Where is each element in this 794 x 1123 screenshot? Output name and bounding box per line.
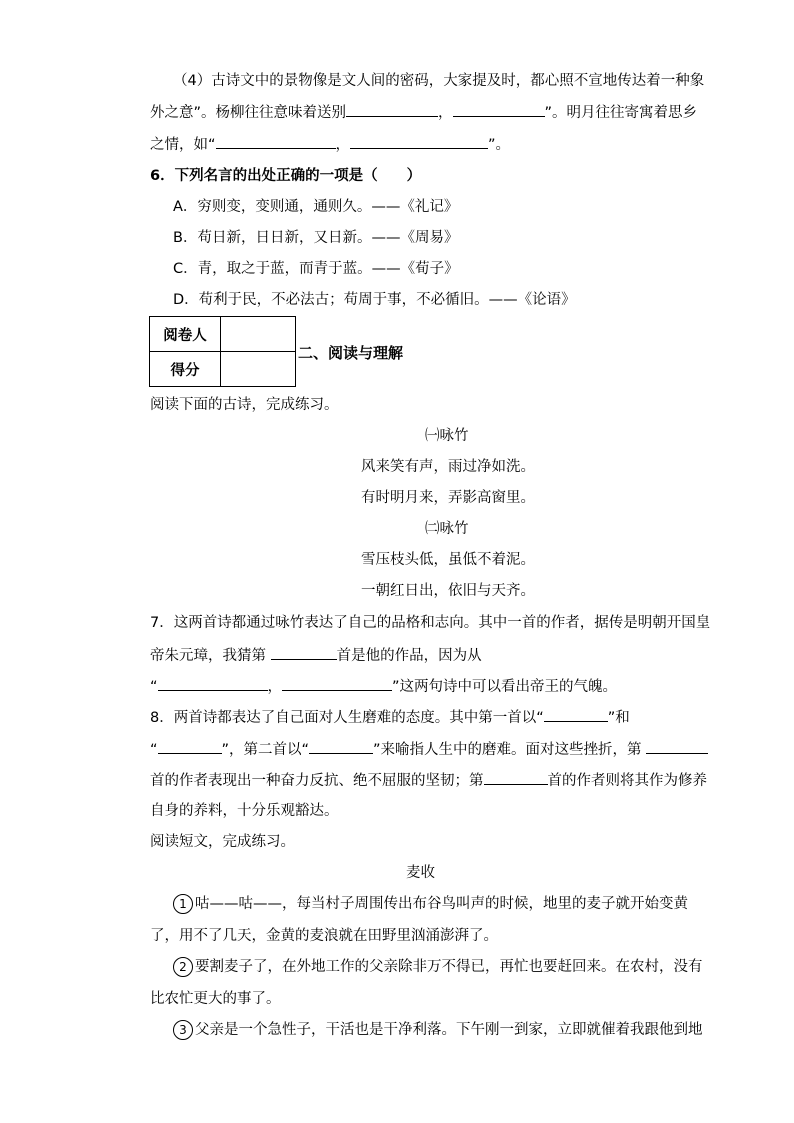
q8-text-2c: ”来喻指人生中的磨难。面对这些挫折，第 <box>373 742 647 758</box>
score-label: 得分 <box>150 352 221 387</box>
poem-2-line-2: 一朝红日出，依旧与天齐。 <box>361 583 535 599</box>
answer-blank[interactable] <box>646 739 708 754</box>
answer-blank[interactable] <box>271 645 337 660</box>
q8-line-1 <box>150 707 630 728</box>
q8-text-2b: ”，第二首以“ <box>221 742 310 758</box>
q4-text-2b: ， <box>438 105 453 121</box>
answer-blank[interactable] <box>309 739 373 754</box>
poem-1-line-1: 风来笑有声，雨过净如洗。 <box>361 459 535 475</box>
answer-blank[interactable] <box>158 676 268 691</box>
q4-line-2 <box>150 102 697 123</box>
poem-1-title: ㈠咏竹 <box>425 428 469 444</box>
paragraph-number: 3 <box>173 1020 193 1040</box>
score-table <box>149 316 296 387</box>
poem-intro: 阅读下面的古诗，完成练习。 <box>150 397 339 413</box>
essay-p3-text-1: 父亲是一个急性子，干活也是干净利落。下午刚一到家，立即就催着我跟他到地 <box>195 1022 703 1038</box>
paragraph-number: 2 <box>173 957 193 977</box>
q7-line-3 <box>150 676 617 697</box>
q8-line-3 <box>150 770 707 791</box>
q6-option-b: B．苟日新，日日新，又日新。——《周易》 <box>173 230 459 246</box>
essay-p3-line-1 <box>173 1020 703 1040</box>
section-title: 二、阅读与理解 <box>298 344 404 362</box>
score-field[interactable] <box>221 352 296 387</box>
answer-blank[interactable] <box>484 770 548 785</box>
q6-option-a: A．穷则变，变则通，通则久。——《礼记》 <box>173 199 459 215</box>
reviewer-label: 阅卷人 <box>150 317 221 352</box>
q8-line-2 <box>150 739 708 760</box>
answer-blank[interactable] <box>346 102 438 117</box>
essay-p2-line-2: 比农忙更大的事了。 <box>150 991 281 1007</box>
q8-text-1b: ”和 <box>607 710 630 726</box>
poem-2-title: ㈡咏竹 <box>425 521 469 537</box>
q7-text-2b: 首是他的作品，因为从 <box>336 648 482 664</box>
q4-line-3 <box>150 134 510 155</box>
q6-stem: 6．下列名言的出处正确的一项是（ ） <box>150 168 422 184</box>
paragraph-number: 1 <box>173 894 193 914</box>
essay-p1-text-1: 咕——咕——，每当村子周围传出布谷鸟叫声的时候，地里的麦子就开始变黄 <box>195 896 688 912</box>
q4-text-3a: 之情，如“ <box>150 137 216 153</box>
q7-text-3c: ”这两句诗中可以看出帝王的气魄。 <box>392 679 618 695</box>
q7-text-2a: 帝朱元璋，我猜第 <box>150 648 271 664</box>
poem-1-line-2: 有时明月来，弄影高窗里。 <box>361 490 535 506</box>
essay-p1-line-2: 了，用不了几天，金黄的麦浪就在田野里汹涌澎湃了。 <box>150 928 498 944</box>
q8-text-3a: 首的作者表现出一种奋力反抗、绝不屈服的坚韧；第 <box>150 773 484 789</box>
q4-line-1: （4）古诗文中的景物像是文人间的密码，大家提及时，都心照不宣地传达着一种象 <box>173 73 705 89</box>
q7-line-2 <box>150 645 482 666</box>
answer-blank[interactable] <box>158 739 222 754</box>
q8-line-4: 自身的养料，十分乐观豁达。 <box>150 803 339 819</box>
q7-text-3a: “ <box>150 679 158 695</box>
q7-line-1: 7．这两首诗都通过咏竹表达了自己的品格和志向。其中一首的作者，据传是明朝开国皇 <box>150 615 711 631</box>
q4-text-2a: 外之意”。杨柳往往意味着送别 <box>150 105 347 121</box>
q8-text-2a: “ <box>150 742 158 758</box>
essay-p1-line-1 <box>173 894 688 914</box>
reviewer-field[interactable] <box>221 317 296 352</box>
q7-text-3b: ， <box>267 679 283 695</box>
q4-text-3b: ， <box>335 137 351 153</box>
q8-text-3b: 首的作者则将其作为修养 <box>547 773 707 789</box>
answer-blank[interactable] <box>350 134 488 149</box>
essay-p2-line-1 <box>173 957 703 977</box>
essay-p2-text-1: 要割麦子了，在外地工作的父亲除非万不得已，再忙也要赶回来。在农村，没有 <box>195 959 703 975</box>
q6-option-c: C．青，取之于蓝，而青于蓝。——《荀子》 <box>173 261 459 277</box>
q8-text-1a: 8．两首诗都表达了自己面对人生磨难的态度。其中第一首以“ <box>150 710 544 726</box>
essay-intro: 阅读短文，完成练习。 <box>150 834 295 850</box>
q6-option-d: D．苟利于民，不必法古；苟周于事，不必循旧。——《论语》 <box>173 292 576 308</box>
answer-blank[interactable] <box>544 707 608 722</box>
q4-text-2c: ”。明月往往寄寓着思乡 <box>544 105 698 121</box>
poem-2-line-1: 雪压枝头低，虽低不着泥。 <box>361 552 535 568</box>
answer-blank[interactable] <box>282 676 392 691</box>
essay-title: 麦收 <box>406 865 435 881</box>
answer-blank[interactable] <box>216 134 336 149</box>
q4-text-3c: ”。 <box>488 137 511 153</box>
answer-blank[interactable] <box>453 102 545 117</box>
